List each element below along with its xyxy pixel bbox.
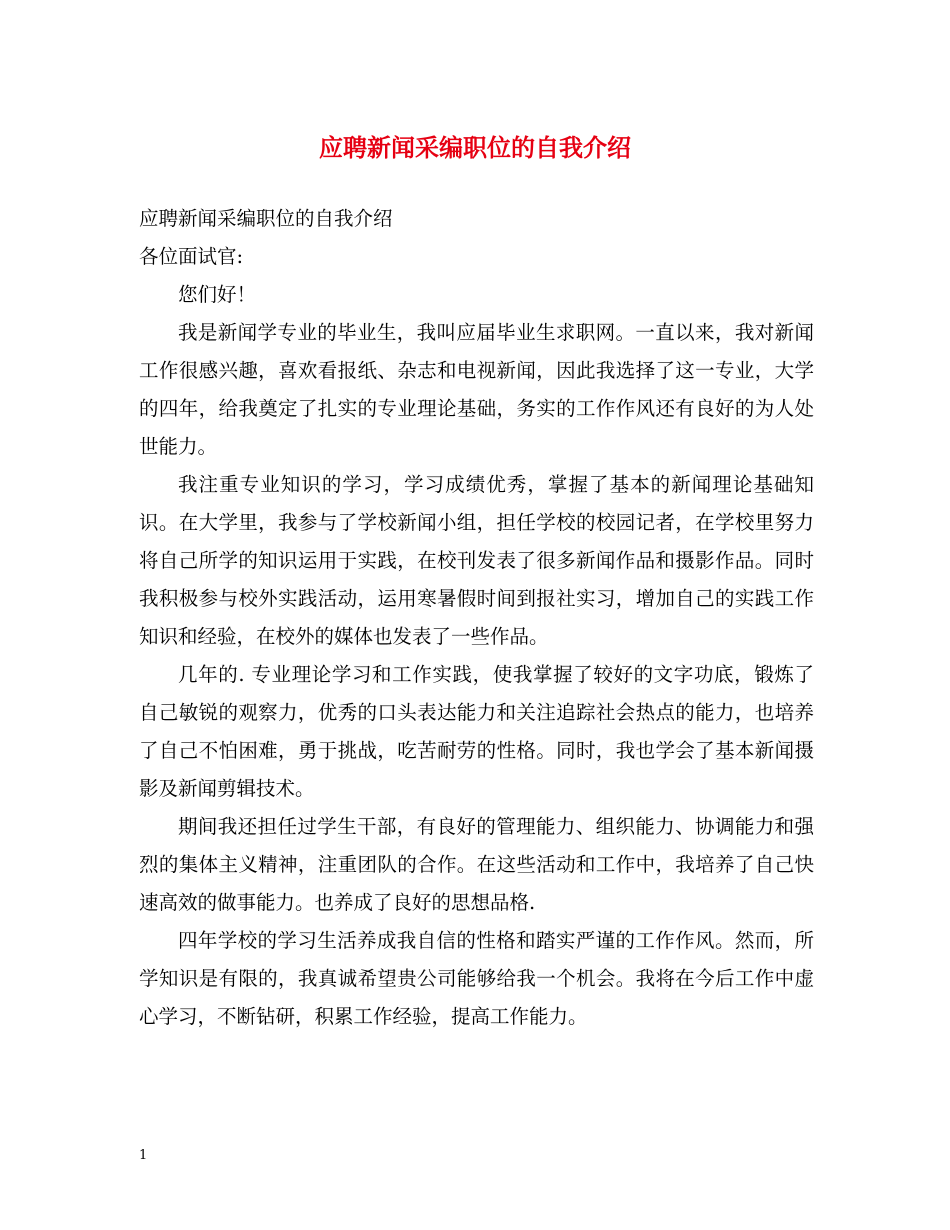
- document-title: 应聘新闻采编职位的自我介绍: [319, 133, 631, 162]
- paragraph: 我注重专业知识的学习，学习成绩优秀，掌握了基本的新闻理论基础知识。在大学里，我参与了学校新闻小组，担任学校的校园记者，在学校里努力将自己所学的知识运用于实践，在校刊发表了很多新闻作品和摄影作品。同时我积极参与校外实践活动，运用寒暑假时间到报社实习，增加自己的实践工作知识和经验，在校外的媒体也发表了一些作品。: [139, 473, 814, 648]
- salutation: 各位面试官:: [139, 245, 244, 268]
- document-body: [139, 200, 814, 1036]
- greeting: 您们好！: [178, 283, 257, 306]
- paragraph: 我是新闻学专业的毕业生，我叫应届毕业生求职网。一直以来，我对新闻工作很感兴趣，喜欢看报纸、杂志和电视新闻，因此我选择了这一专业，大学的四年，给我奠定了扎实的专业理论基础，务实的工作作风还有良好的为人处世能力。: [139, 321, 814, 458]
- paragraph: 几年的. 专业理论学习和工作实践，使我掌握了较好的文字功底，锻炼了自己敏锐的观察力，优秀的口头表达能力和关注追踪社会热点的能力，也培养了自己不怕困难，勇于挑战，吃苦耐劳的性格。同时，我也学会了基本新闻摄影及新闻剪辑技术。: [139, 663, 814, 800]
- paragraph: 四年学校的学习生活养成我自信的性格和踏实严谨的工作作风。然而，所学知识是有限的，我真诚希望贵公司能够给我一个机会。我将在今后工作中虚心学习，不断钻研，积累工作经验，提高工作能力。: [139, 929, 814, 1028]
- page-number: 1: [139, 1148, 148, 1163]
- paragraph: 期间我还担任过学生干部，有良好的管理能力、组织能力、协调能力和强烈的集体主义精神，注重团队的合作。在这些活动和工作中，我培养了自己快速高效的做事能力。也养成了良好的思想品格.: [139, 815, 814, 914]
- document-subtitle: 应聘新闻采编职位的自我介绍: [139, 207, 393, 230]
